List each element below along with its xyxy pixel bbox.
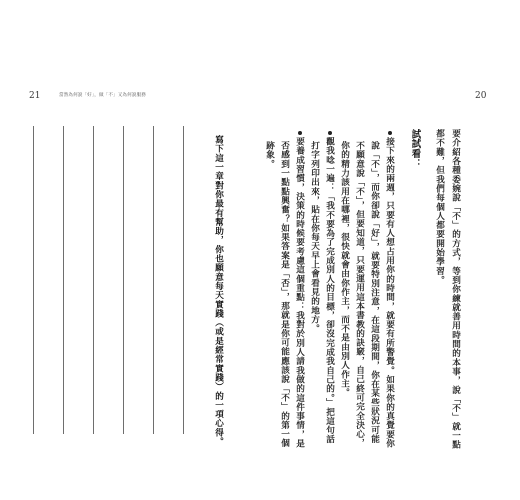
writing-line <box>153 126 154 434</box>
bullet-icon <box>328 131 332 135</box>
writing-line <box>33 126 34 434</box>
try-heading: 試試看： <box>409 129 421 169</box>
exercise-line: 觀我唸一遍：「我不要為了完成別人的目標，卻沒完成我自己的。」把這句話 <box>325 131 334 444</box>
right-page-number: 20 <box>475 91 487 101</box>
exercise-line: 否感到一點點興奮？如果答案是「否」，那就是你可能應該說「不」的第一個 <box>279 141 290 448</box>
bullet-icon <box>388 131 392 135</box>
left-page-number: 21 <box>29 91 41 101</box>
bullet-icon <box>298 131 302 135</box>
running-head: 當然為何說「好」，做「不」又為何說服務 <box>59 93 146 98</box>
exercise-line: 說「不」，而你卻說「好」，就要特別注意，在這段期間，你在某些狀況可能 <box>369 141 380 444</box>
exercise-line: 接下來的兩週，只要有人想占用你的時間，就要有所警覺。如果你的真覺要你 <box>385 131 394 448</box>
writing-line <box>123 126 124 434</box>
exercise-line: 不願意說「不」，但要知道，只要運用這本書教的訣竅，自己終可完全決心， <box>354 141 365 448</box>
writing-line <box>63 126 64 434</box>
writing-prompt: 寫下這一章對你最有幫助，你也願意每天實踐（或是經常實踐）的一項心得。 <box>213 135 224 447</box>
exercise-line: 你的精力該用在哪裡，很快就會由你作主，而不是由別人作主。 <box>339 141 350 398</box>
writing-line <box>93 126 94 434</box>
exercise-line: 跡象。 <box>264 141 275 169</box>
exercise-line: 打字列印出來，貼在你每天早上會看見的地方。 <box>309 141 320 334</box>
intro-line: 要介紹各種委婉說「不」的方式，等到你練就善用時間的本事，說「不」就一點 <box>450 129 461 450</box>
writing-line <box>183 126 184 434</box>
intro-line: 都不難，但我們每個人都要開始學習。 <box>434 129 445 285</box>
exercise-line: 要養成習慣，決策的時候要考慮這個重點：我對於別人請我做的這件事情，是 <box>295 131 304 448</box>
